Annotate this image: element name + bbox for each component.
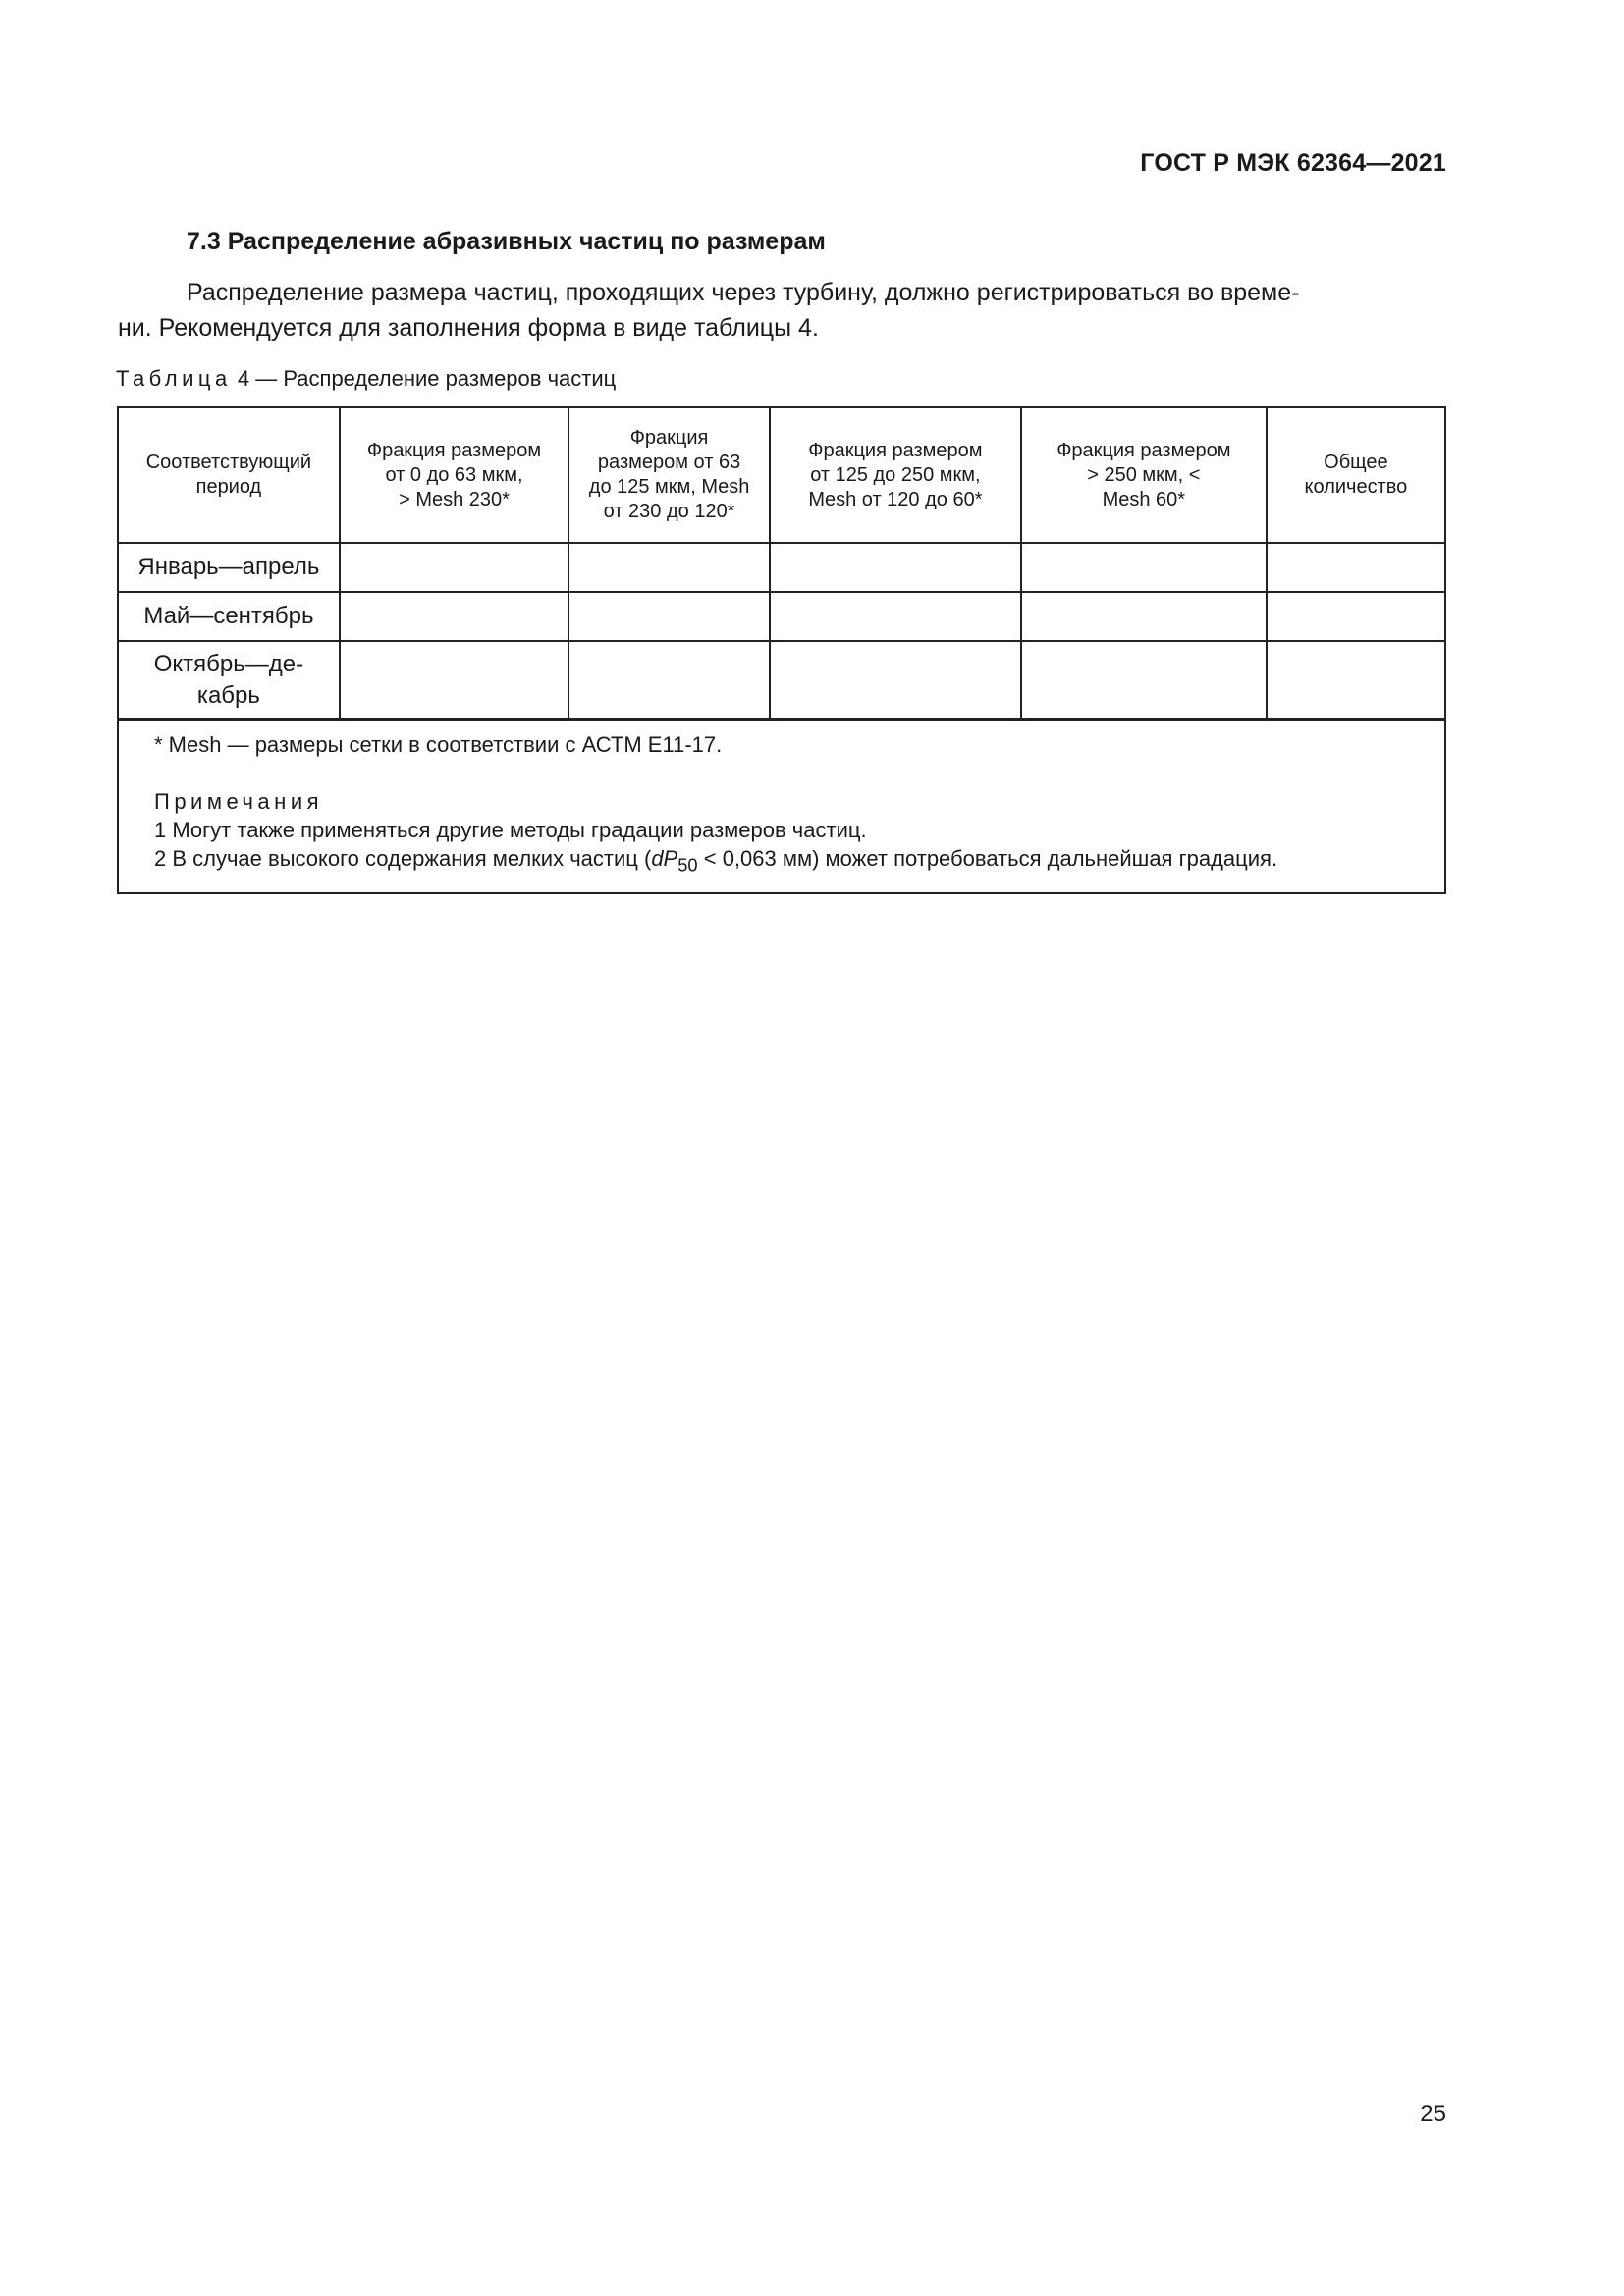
notes-heading: Примечания	[154, 789, 324, 814]
note-text: 2 В случае высокого содержания мелких частиц (	[154, 846, 652, 871]
section-title: 7.3 Распределение абразивных частиц по размерам	[187, 228, 826, 255]
note-item	[154, 844, 1444, 879]
notes-spacer	[154, 759, 1444, 787]
page-number: 25	[1420, 2101, 1446, 2127]
table-cell	[568, 641, 770, 720]
table-row	[118, 592, 1445, 641]
table-caption-label: Таблица	[116, 366, 232, 391]
header-fraction-125-250: Фракция размером от 125 до 250 мкм, Mesh от 120 до 60*	[770, 407, 1021, 543]
header-period: Соответствующий период	[118, 407, 340, 543]
table-cell	[340, 592, 568, 641]
table-row	[118, 641, 1445, 720]
header-total: Общее количество	[1267, 407, 1445, 543]
note-symbol: dP	[651, 846, 678, 871]
period-cell: Январь—апрель	[118, 543, 340, 592]
table-row	[118, 543, 1445, 592]
section-paragraph	[118, 275, 1446, 346]
table-cell	[1021, 641, 1267, 720]
header-fraction-over-250: Фракция размером > 250 мкм, < Mesh 60*	[1021, 407, 1267, 543]
note-item: 1 Могут также применяться другие методы градации размеров частиц.	[154, 818, 867, 842]
table-cell	[770, 641, 1021, 720]
document-standard-header: ГОСТ Р МЭК 62364—2021	[1140, 149, 1446, 177]
table-cell	[1267, 543, 1445, 592]
particle-distribution-table	[117, 406, 1446, 894]
table-cell	[340, 543, 568, 592]
table-cell	[1267, 641, 1445, 720]
paragraph-line: Распределение размера частиц, проходящих через турбину, должно регистрироваться во време-	[187, 279, 1300, 306]
note-tail: < 0,063 мм) может потребоваться дальнейшая градация.	[697, 846, 1278, 871]
table-header-row	[118, 407, 1445, 543]
table-cell	[568, 543, 770, 592]
table-cell	[1267, 592, 1445, 641]
table-footnote: * Mesh — размеры сетки в соответствии с АСТМ Е11-17.	[154, 732, 723, 757]
header-fraction-63-125: Фракция размером от 63 до 125 мкм, Mesh от 230 до 120*	[568, 407, 770, 543]
paragraph-line: ни. Рекомендуется для заполнения форма в виде таблицы 4.	[118, 314, 819, 342]
table-cell	[1021, 543, 1267, 592]
table-cell	[1021, 592, 1267, 641]
table-notes-cell	[118, 720, 1445, 894]
table-caption	[116, 366, 616, 392]
note-subscript: 50	[677, 854, 698, 876]
period-cell: Май—сентябрь	[118, 592, 340, 641]
period-cell: Октябрь—де- кабрь	[118, 641, 340, 720]
table-caption-text: 4 — Распределение размеров частиц	[237, 366, 617, 391]
table-cell	[340, 641, 568, 720]
table-cell	[568, 592, 770, 641]
table-cell	[770, 543, 1021, 592]
header-fraction-0-63: Фракция размером от 0 до 63 мкм, > Mesh 230*	[340, 407, 568, 543]
table-notes-row	[118, 720, 1445, 894]
table-cell	[770, 592, 1021, 641]
